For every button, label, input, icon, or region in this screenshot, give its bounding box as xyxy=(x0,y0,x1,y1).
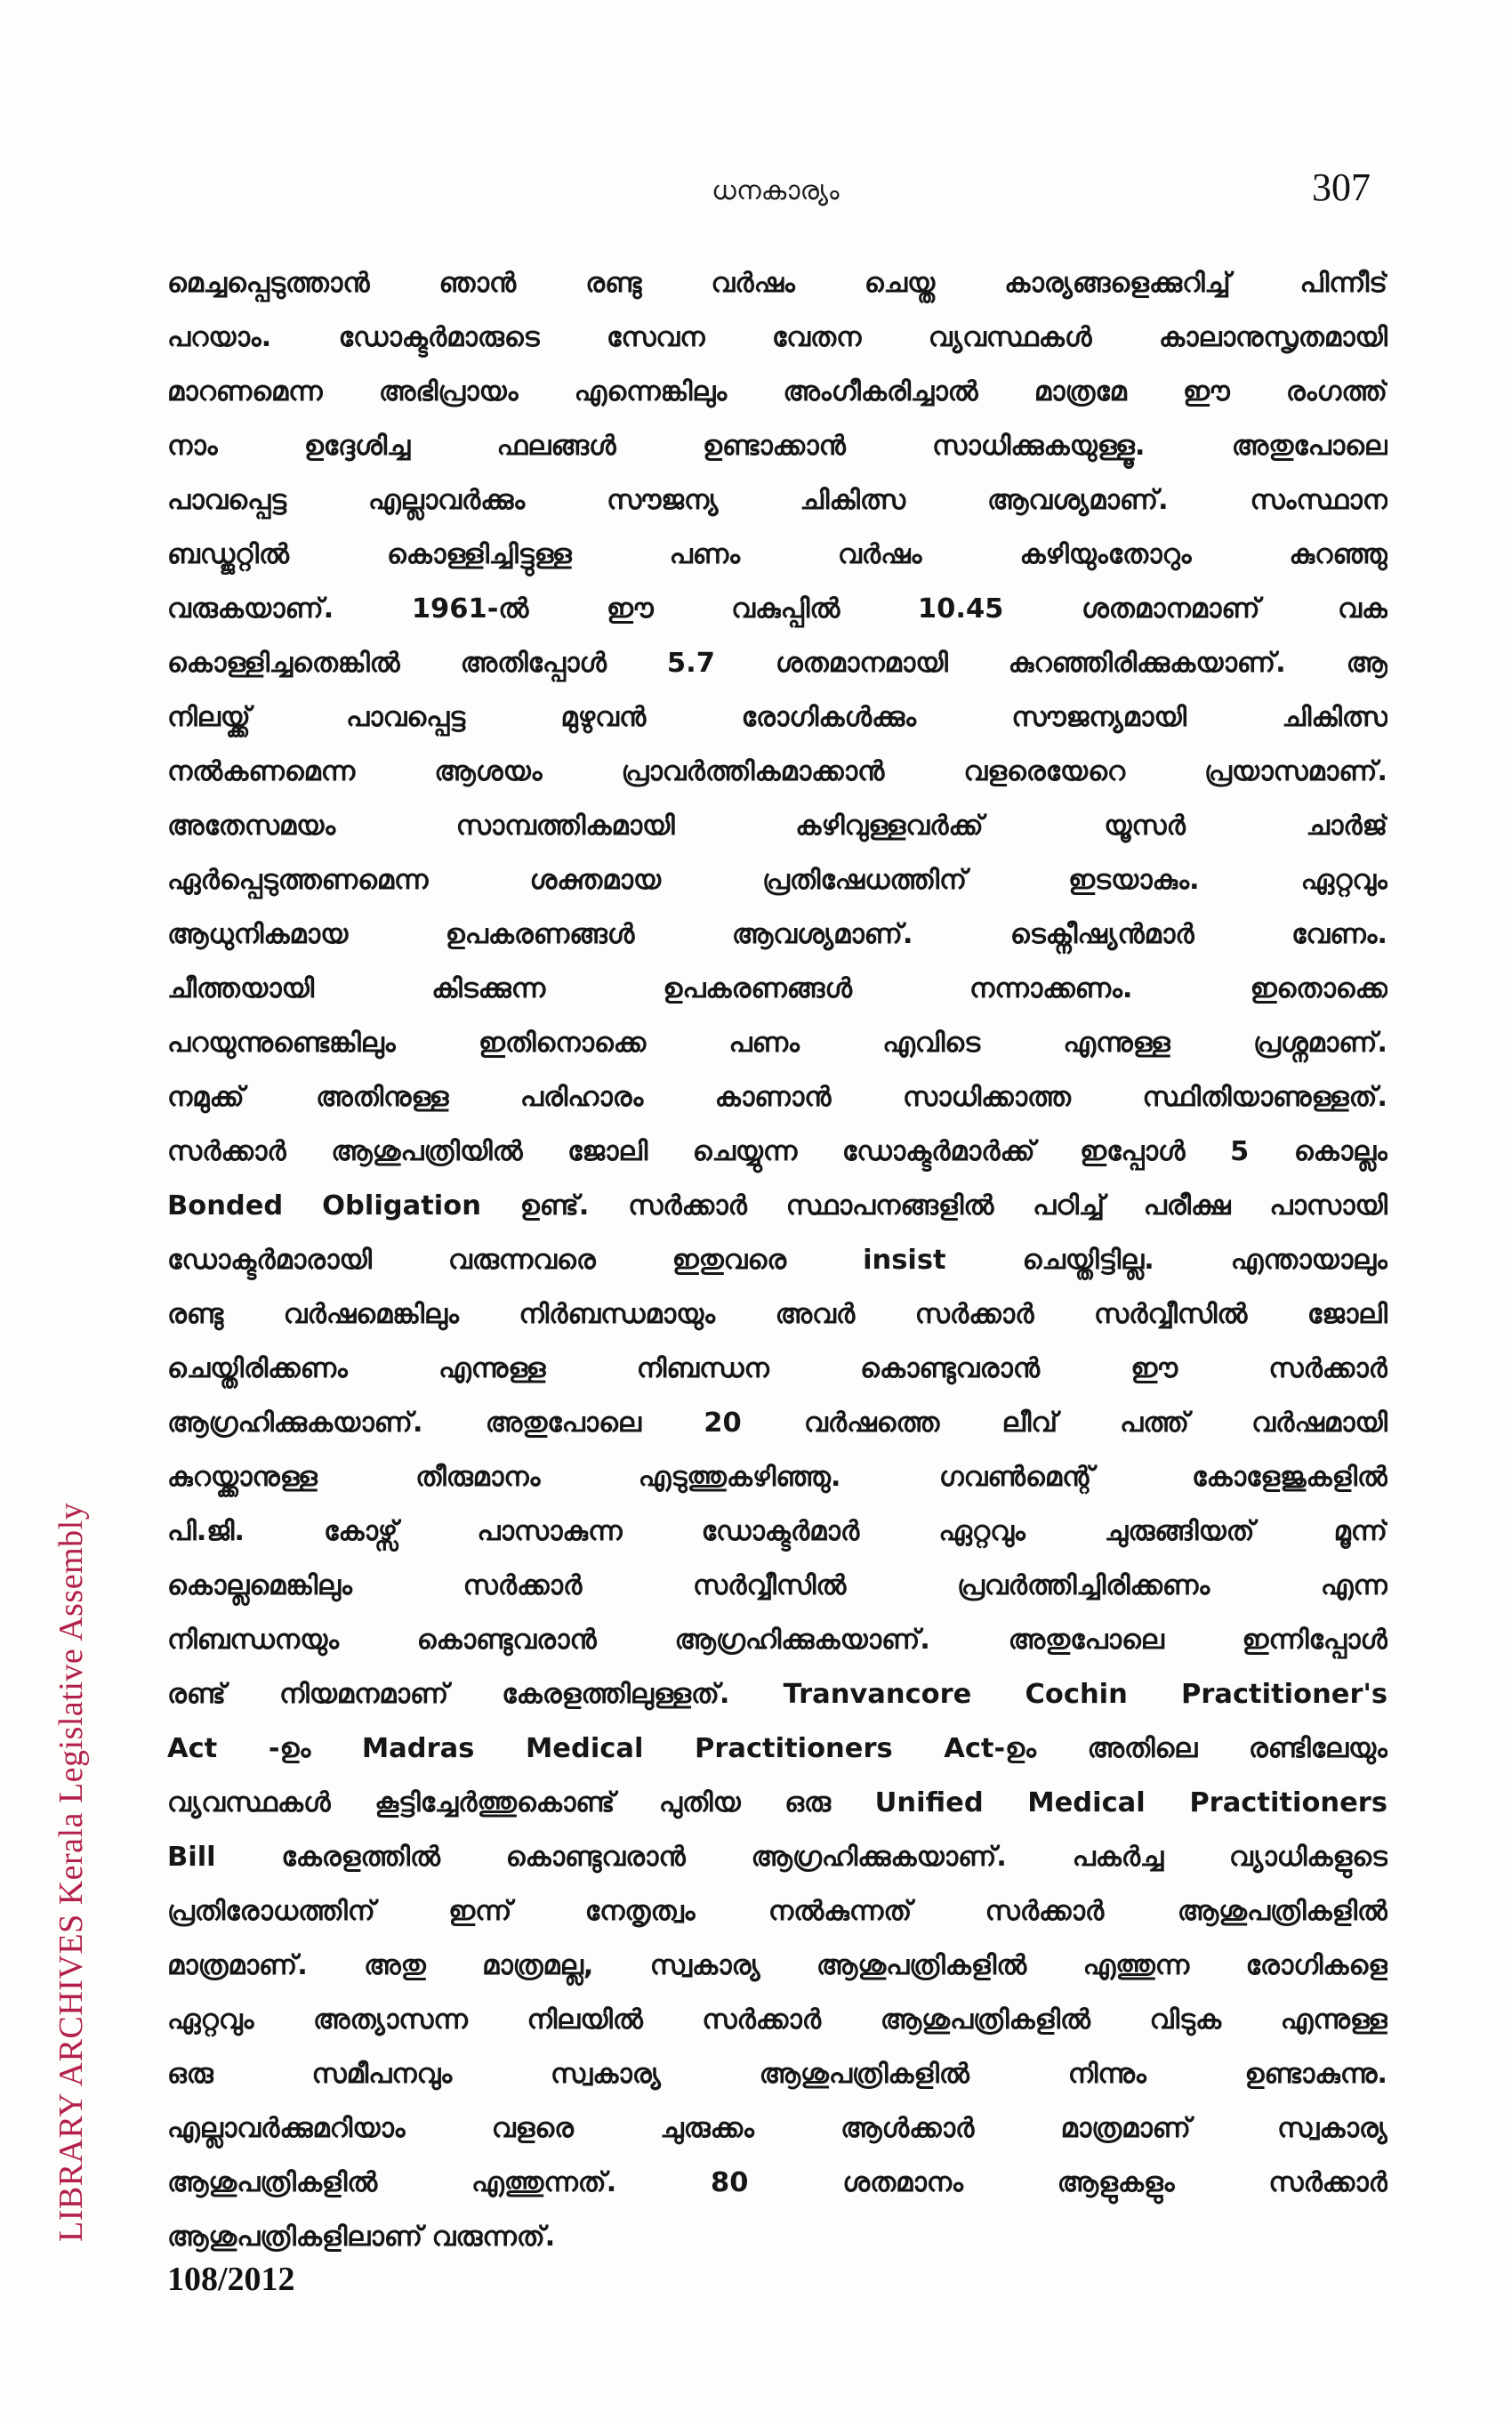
text-line: ഡോക്ടർമാരായി വരുന്നവരെ ഇതുവരെ insist ചെയ്തിട്ടില്ല. എന്തായാലും xyxy=(167,1245,1387,1276)
text-line: പി.ജി. കോഴ്സ് പാസാകുന്ന ഡോക്ടർമാർ ഏറ്റവും ചുരുങ്ങിയത് മൂന്ന് xyxy=(167,1516,1387,1547)
text-line: ഏർപ്പെടുത്തണമെന്ന ശക്തമായ പ്രതിഷേധത്തിന് ഇടയാകും. ഏറ്റവും xyxy=(167,865,1387,896)
text-line: ആഗ്രഹിക്കുകയാണ്. അതുപോലെ 20 വർഷത്തെ ലീവ് പത്ത് വർഷമായി xyxy=(167,1407,1387,1439)
text-line: കൊല്ലമെങ്കിലും സർക്കാർ സർവ്വീസിൽ പ്രവർത്തിച്ചിരിക്കണം എന്ന xyxy=(167,1570,1387,1601)
footer-code: 108/2012 xyxy=(167,2261,295,2298)
text-line: അതേസമയം സാമ്പത്തികമായി കഴിവുള്ളവർക്ക് യൂസർ ചാർജ് xyxy=(167,810,1387,842)
text-line: ബഡ്ജറ്റിൽ കൊള്ളിച്ചിട്ടുള്ള പണം വർഷം കഴിയുംതോറും കുറഞ്ഞു xyxy=(167,539,1387,570)
text-line: ആധുനികമായ ഉപകരണങ്ങൾ ആവശ്യമാണ്. ടെക്നീഷ്യൻമാർ വേണം. xyxy=(167,919,1387,950)
text-line: നൽകണമെന്ന ആശയം പ്രാവർത്തികമാക്കാൻ വളരെയേറെ പ്രയാസമാണ്. xyxy=(167,756,1387,787)
text-line: പാവപ്പെട്ട എല്ലാവർക്കും സൗജന്യ ചികിത്സ ആവശ്യമാണ്. സംസ്ഥാന xyxy=(167,485,1387,516)
text-line: നാം ഉദ്ദേശിച്ച ഫലങ്ങൾ ഉണ്ടാക്കാൻ സാധിക്കുകയുള്ളൂ. അതുപോലെ xyxy=(167,431,1387,462)
text-line: കുറയ്ക്കാനുള്ള തീരുമാനം എടുത്തുകഴിഞ്ഞു. ഗവൺമെന്റ് കോളേജുകളിൽ xyxy=(167,1462,1387,1493)
text-line: Act -ഉം Madras Medical Practitioners Act-ഉം അതിലെ രണ്ടിലേയും xyxy=(167,1733,1387,1764)
text-line-last: ആശുപത്രികളിലാണ് വരുന്നത്. xyxy=(167,2221,556,2253)
text-line: നമുക്ക് അതിനുള്ള പരിഹാരം കാണാൻ സാധിക്കാത്ത സ്ഥിതിയാണുള്ളത്. xyxy=(167,1082,1387,1113)
text-line: ഒരു സമീപനവും സ്വകാര്യ ആശുപത്രികളിൽ നിന്നും ഉണ്ടാകുന്നു. xyxy=(167,2059,1387,2090)
header-title: ധനകാര്യം xyxy=(712,175,840,206)
running-header xyxy=(0,165,1512,218)
text-line: വ്യവസ്ഥകൾ കൂട്ടിച്ചേർത്തുകൊണ്ട് പുതിയ ഒരു Unified Medical Practitioners xyxy=(167,1787,1387,1818)
text-line: നിലയ്ക്ക് പാവപ്പെട്ട മുഴുവൻ രോഗികൾക്കും സൗജന്യമായി ചികിത്സ xyxy=(167,702,1387,733)
text-line: പ്രതിരോധത്തിന് ഇന്ന് നേതൃത്വം നൽകുന്നത് സർക്കാർ ആശുപത്രികളിൽ xyxy=(167,1896,1387,1927)
text-line: മാത്രമാണ്. അതു മാത്രമല്ല, സ്വകാര്യ ആശുപത്രികളിൽ എത്തുന്ന രോഗികളെ xyxy=(167,1950,1387,1981)
archive-watermark: LIBRARY ARCHIVES Kerala Legislative Assembly xyxy=(52,1502,90,2242)
body-text xyxy=(167,256,1387,2264)
text-line: രണ്ടു വർഷമെങ്കിലും നിർബന്ധമായും അവർ സർക്കാർ സർവ്വീസിൽ ജോലി xyxy=(167,1299,1387,1330)
text-line: ചെയ്തിരിക്കണം എന്നുള്ള നിബന്ധന കൊണ്ടുവരാൻ ഈ സർക്കാർ xyxy=(167,1353,1387,1384)
text-line: Bonded Obligation ഉണ്ട്. സർക്കാർ സ്ഥാപനങ്ങളിൽ പഠിച്ച് പരീക്ഷ പാസായി xyxy=(167,1190,1387,1222)
page-number: 307 xyxy=(1312,165,1371,209)
text-line: മാറണമെന്ന അഭിപ്രായം എന്നെങ്കിലും അംഗീകരിച്ചാൽ മാത്രമേ ഈ രംഗത്ത് xyxy=(167,376,1387,407)
text-line: സർക്കാർ ആശുപത്രിയിൽ ജോലി ചെയ്യുന്ന ഡോക്ടർമാർക്ക് ഇപ്പോൾ 5 കൊല്ലം xyxy=(167,1136,1387,1167)
text-line: രണ്ട് നിയമനമാണ് കേരളത്തിലുള്ളത്. Tranvancore Cochin Practitioner's xyxy=(167,1679,1387,1710)
text-line: കൊള്ളിച്ചതെങ്കിൽ അതിപ്പോൾ 5.7 ശതമാനമായി കുറഞ്ഞിരിക്കുകയാണ്. ആ xyxy=(167,648,1387,679)
text-line: ഏറ്റവും അത്യാസന്ന നിലയിൽ സർക്കാർ ആശുപത്രികളിൽ വിടുക എന്നുള്ള xyxy=(167,2004,1387,2036)
text-line: വരുകയാണ്. 1961-ൽ ഈ വകുപ്പിൽ 10.45 ശതമാനമാണ് വക xyxy=(167,593,1387,625)
text-line: ചീത്തയായി കിടക്കുന്ന ഉപകരണങ്ങൾ നന്നാക്കണം. ഇതൊക്കെ xyxy=(167,973,1387,1004)
text-line: എല്ലാവർക്കുമറിയാം വളരെ ചുരുക്കം ആൾക്കാർ മാത്രമാണ് സ്വകാര്യ xyxy=(167,2113,1387,2144)
text-line: ആശുപത്രികളിൽ എത്തുന്നത്. 80 ശതമാനം ആളുകളും സർക്കാർ xyxy=(167,2167,1387,2198)
text-line: പറയാം. ഡോക്ടർമാരുടെ സേവന വേതന വ്യവസ്ഥകൾ കാലാനുസൃതമായി xyxy=(167,322,1387,353)
text-line: പറയുന്നുണ്ടെങ്കിലും ഇതിനൊക്കെ പണം എവിടെ എന്നുള്ള പ്രശ്നമാണ്. xyxy=(167,1028,1387,1059)
text-line: Bill കേരളത്തിൽ കൊണ്ടുവരാൻ ആഗ്രഹിക്കുകയാണ്. പകർച്ച വ്യാധികളുടെ xyxy=(167,1842,1387,1873)
text-line: നിബന്ധനയും കൊണ്ടുവരാൻ ആഗ്രഹിക്കുകയാണ്. അതുപോലെ ഇന്നിപ്പോൾ xyxy=(167,1625,1387,1656)
text-line: മെച്ചപ്പെടുത്താൻ ഞാൻ രണ്ടു വർഷം ചെയ്ത കാര്യങ്ങളെക്കുറിച്ച് പിന്നീട് xyxy=(167,268,1387,299)
